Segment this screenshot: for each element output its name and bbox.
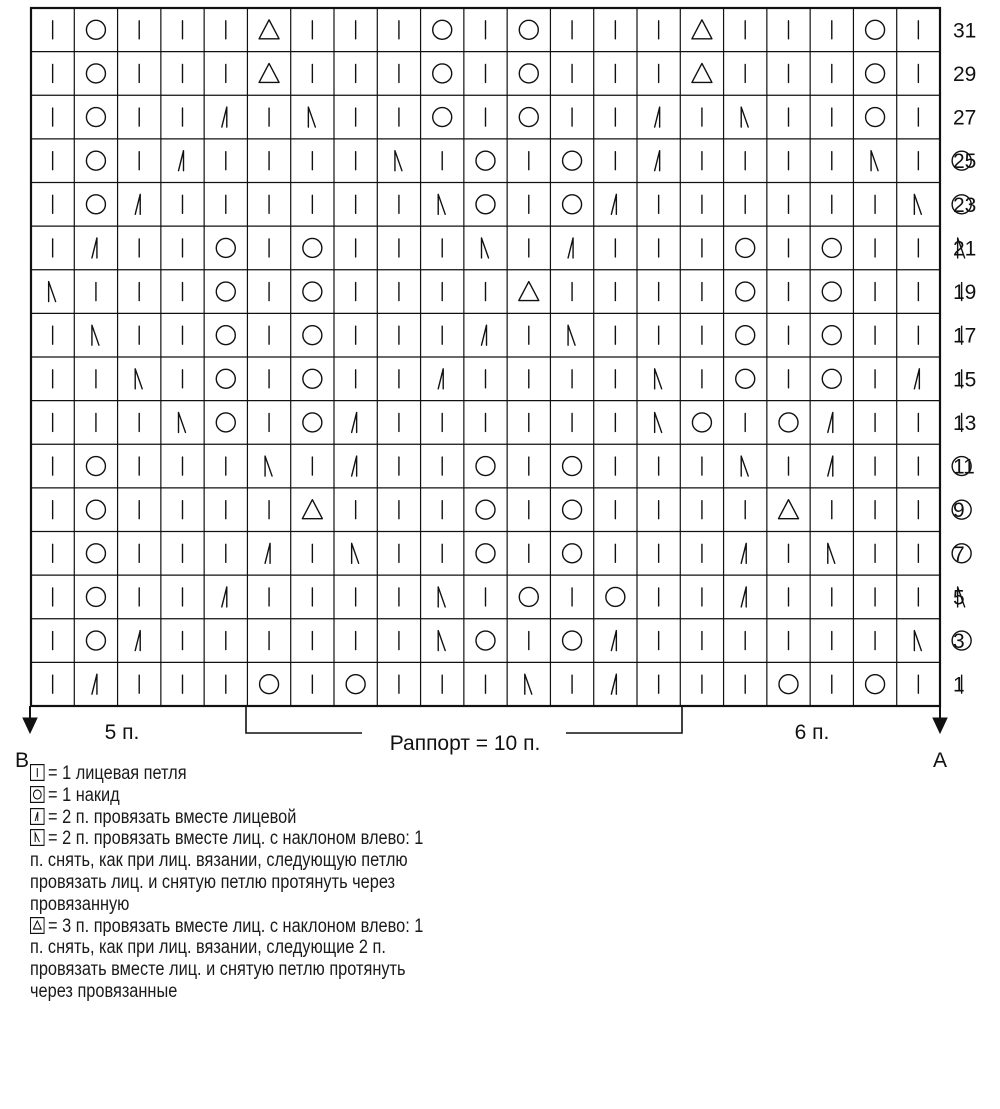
row-number: 23 — [953, 193, 977, 217]
repeat-bracket-right — [566, 706, 682, 733]
ssk-symbol — [135, 369, 142, 389]
right-edge-arrow-icon — [933, 718, 947, 733]
sk2p-symbol — [779, 500, 799, 519]
ssk-symbol — [914, 194, 921, 214]
legend — [30, 763, 434, 1003]
legend-text: = 2 п. провязать вместе лицевой — [48, 806, 297, 828]
ssk-symbol — [828, 543, 835, 563]
k2tog-symbol — [568, 238, 573, 258]
yarn-over-symbol — [866, 20, 885, 39]
yarn-over-symbol — [519, 64, 538, 83]
ssk-symbol — [352, 543, 359, 563]
row-number: 13 — [953, 411, 977, 435]
ssk-symbol — [308, 107, 315, 127]
left-stitch-count: 5 п. — [104, 721, 140, 744]
sk2p-symbol — [692, 20, 712, 39]
k2tog-symbol — [611, 631, 616, 651]
yarn-over-symbol — [433, 64, 452, 83]
ssk-symbol — [741, 456, 748, 476]
legend-item — [30, 763, 434, 785]
row-numbers — [953, 19, 976, 696]
row-number: 31 — [953, 19, 977, 43]
yarn-over-symbol — [260, 675, 279, 694]
yarn-over-symbol — [476, 195, 495, 214]
row-number: 27 — [953, 106, 977, 130]
legend-item — [30, 916, 434, 1003]
yarn-over-symbol — [563, 500, 582, 519]
yarn-over-symbol — [866, 64, 885, 83]
yarn-over-symbol — [866, 675, 885, 694]
yarn-over-symbol — [476, 631, 495, 650]
yarn-over-symbol — [433, 108, 452, 127]
yarn-over-symbol — [866, 108, 885, 127]
yarn-over-symbol — [563, 631, 582, 650]
knit-icon — [30, 764, 45, 781]
yarn-over-symbol — [86, 64, 105, 83]
yarn-over-symbol — [86, 544, 105, 563]
k2tog-symbol — [265, 543, 270, 563]
yarn-over-symbol — [519, 20, 538, 39]
yarn-over-symbol — [606, 587, 625, 606]
ssk-symbol — [438, 631, 445, 651]
k2tog-symbol — [179, 151, 184, 171]
yarn-over-symbol — [86, 20, 105, 39]
yarn-over-symbol — [303, 238, 322, 257]
ssk-symbol — [265, 456, 272, 476]
yarn-over-symbol — [86, 500, 105, 519]
yarn-over-symbol — [736, 282, 755, 301]
yarn-over-symbol — [86, 631, 105, 650]
ssk-symbol — [655, 412, 662, 432]
row-number: 9 — [953, 499, 965, 523]
k2tog-symbol — [438, 369, 443, 389]
ssk-symbol — [568, 325, 575, 345]
k2tog-symbol — [482, 325, 487, 345]
right-marker-label: А — [932, 749, 948, 772]
yarn-over-symbol — [216, 369, 235, 388]
ssk-symbol — [395, 151, 402, 171]
row-number: 15 — [953, 368, 977, 392]
yarn-over-symbol — [303, 413, 322, 432]
ssk-symbol — [871, 151, 878, 171]
ssk-symbol — [438, 194, 445, 214]
right-stitch-count: 6 п. — [794, 721, 830, 744]
ssk-symbol — [741, 107, 748, 127]
k2tog-symbol — [655, 107, 660, 127]
yarn-over-symbol — [86, 108, 105, 127]
row-number: 1 — [953, 673, 965, 697]
yarn-over-symbol — [86, 457, 105, 476]
yarn-over-symbol — [736, 369, 755, 388]
yarn-over-symbol — [779, 675, 798, 694]
yarn-over-symbol — [822, 326, 841, 345]
legend-item — [30, 785, 434, 807]
yarn-over-symbol — [822, 282, 841, 301]
yarn-over-symbol — [563, 544, 582, 563]
yarn-over-symbol — [216, 413, 235, 432]
yarn-over-symbol — [433, 20, 452, 39]
yarn-over-symbol — [476, 457, 495, 476]
legend-text: = 2 п. провязать вместе лиц. с наклоном влево: 1 п. снять, как при лиц. вязании, следующую петлю провязать лиц. и снятую петлю протянуть через провязанную — [30, 828, 424, 915]
row-number: 17 — [953, 324, 977, 348]
sk2p-symbol — [692, 63, 712, 82]
yarn-over-symbol — [476, 500, 495, 519]
k2tog-symbol — [92, 674, 97, 694]
sk2p-symbol — [302, 500, 322, 519]
k2tog-icon — [30, 808, 45, 825]
sk2p-symbol — [259, 63, 279, 82]
yarn-over-icon — [30, 786, 45, 803]
legend-text: = 1 лицевая петля — [48, 763, 187, 784]
yarn-over-symbol — [86, 587, 105, 606]
yarn-over-symbol — [476, 151, 495, 170]
yarn-over-symbol — [86, 151, 105, 170]
ssk-symbol — [438, 587, 445, 607]
yarn-over-symbol — [563, 151, 582, 170]
sk2p-symbol — [259, 20, 279, 39]
sk2p-symbol — [519, 282, 539, 301]
yarn-over-symbol — [216, 238, 235, 257]
yarn-over-symbol — [86, 195, 105, 214]
k2tog-symbol — [222, 587, 227, 607]
left-marker-label: В — [14, 749, 30, 772]
k2tog-symbol — [914, 369, 919, 389]
row-number: 5 — [953, 586, 965, 610]
ssk-symbol — [92, 325, 99, 345]
k2tog-symbol — [135, 631, 140, 651]
row-number: 25 — [953, 150, 977, 174]
k2tog-symbol — [611, 194, 616, 214]
k2tog-symbol — [655, 151, 660, 171]
left-edge-arrow-icon — [23, 718, 37, 733]
k2tog-symbol — [135, 194, 140, 214]
repeat-bracket-left — [246, 706, 362, 733]
ssk-symbol — [49, 282, 56, 302]
yarn-over-symbol — [519, 587, 538, 606]
k2tog-symbol — [741, 587, 746, 607]
k2tog-symbol — [611, 674, 616, 694]
ssk-symbol — [655, 369, 662, 389]
yarn-over-symbol — [822, 369, 841, 388]
yarn-over-symbol — [303, 326, 322, 345]
ssk-symbol — [525, 674, 532, 694]
yarn-over-symbol — [563, 457, 582, 476]
yarn-over-symbol — [519, 108, 538, 127]
k2tog-symbol — [828, 456, 833, 476]
yarn-over-symbol — [692, 413, 711, 432]
row-number: 19 — [953, 281, 977, 305]
ssk-symbol — [179, 412, 186, 432]
legend-item — [30, 828, 434, 915]
yarn-over-symbol — [346, 675, 365, 694]
k2tog-symbol — [352, 412, 357, 432]
legend-item — [30, 807, 434, 829]
sk2p-icon — [30, 917, 45, 934]
yarn-over-symbol — [822, 238, 841, 257]
yarn-over-symbol — [779, 413, 798, 432]
ssk-symbol — [482, 238, 489, 258]
k2tog-symbol — [828, 412, 833, 432]
row-number: 21 — [953, 237, 977, 261]
row-number: 3 — [953, 630, 965, 654]
row-number: 29 — [953, 62, 977, 86]
ssk-symbol — [914, 631, 921, 651]
yarn-over-symbol — [303, 369, 322, 388]
yarn-over-symbol — [216, 326, 235, 345]
legend-text: = 3 п. провязать вместе лиц. с наклоном влево: 1 п. снять, как при лиц. вязании, следующие 2 п. провязать вместе лиц. и снятую петлю протянуть через провязанные — [30, 915, 424, 1002]
legend-text: = 1 накид — [48, 784, 120, 806]
k2tog-symbol — [222, 107, 227, 127]
k2tog-symbol — [352, 456, 357, 476]
repeat-label: Раппорт = 10 п. — [389, 732, 541, 755]
yarn-over-symbol — [216, 282, 235, 301]
k2tog-symbol — [92, 238, 97, 258]
yarn-over-symbol — [476, 544, 495, 563]
yarn-over-symbol — [736, 326, 755, 345]
row-number: 11 — [953, 455, 975, 479]
ssk-icon — [30, 829, 45, 846]
row-number: 7 — [953, 542, 965, 566]
yarn-over-symbol — [303, 282, 322, 301]
yarn-over-symbol — [563, 195, 582, 214]
yarn-over-symbol — [736, 238, 755, 257]
k2tog-symbol — [741, 543, 746, 563]
